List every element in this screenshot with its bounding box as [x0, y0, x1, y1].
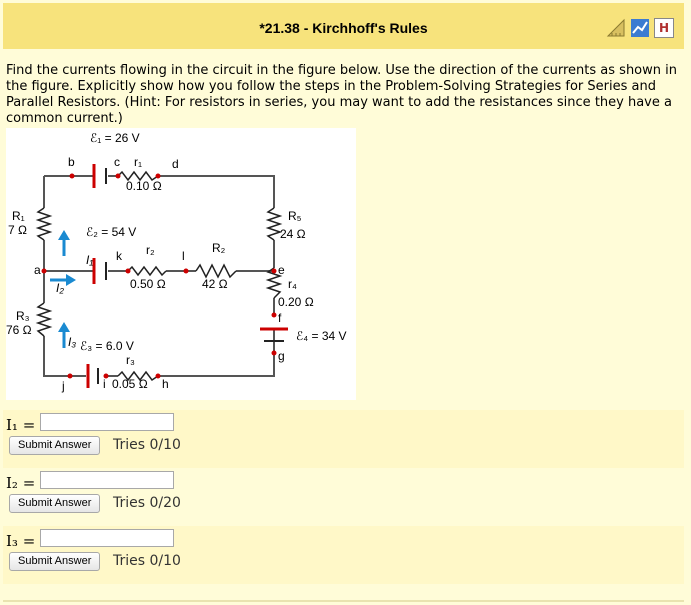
r4-value: 0.20 Ω [278, 295, 314, 309]
emf1-label: ℰ₁ = 26 V [90, 131, 140, 145]
emf2-label: ℰ₂ = 54 V [86, 225, 137, 239]
circuit-figure [6, 128, 356, 400]
r3-value: 0.05 Ω [112, 377, 148, 391]
node-g: g [278, 349, 285, 363]
i2-input[interactable] [40, 471, 174, 489]
I2-label: I₂ [56, 281, 64, 295]
node-b: b [68, 155, 75, 169]
emf3-label: ℰ₃ = 6.0 V [80, 339, 134, 353]
node-j: j [62, 379, 65, 393]
problem-statement: Find the currents flowing in the circuit in the figure below. Use the direction of the currents as shown in the figure. Explicitly show how you follow the steps in the Problem-Solving Strategies for Series and Parallel Resistors. (Hint: For resistors in series, you may want to add the resistances since they have a common current.) [6, 63, 677, 126]
R5-value: 24 Ω [280, 227, 306, 241]
i3-label: I₃ = [6, 532, 36, 550]
header-icons [606, 18, 674, 38]
R2-value: 42 Ω [202, 277, 228, 291]
answer-area [3, 410, 684, 584]
i1-input[interactable] [40, 413, 174, 431]
answer-block-i1 [3, 410, 684, 468]
R3-label: R₃ [16, 309, 30, 323]
r2-label: r₂ [146, 243, 155, 257]
I1-label: I₁ [86, 253, 94, 267]
i2-label: I₂ = [6, 474, 36, 492]
node-k: k [116, 249, 122, 263]
R1-value: 7 Ω [8, 223, 27, 237]
r4-label: r₄ [288, 277, 297, 291]
I3-label: I₃ [68, 335, 77, 349]
node-d: d [172, 157, 179, 171]
submit-i1-button[interactable]: Submit Answer [9, 436, 100, 455]
chart-icon[interactable] [630, 18, 650, 38]
i3-tries: Tries 0/10 [113, 553, 181, 569]
R1-label: R₁ [12, 209, 25, 223]
answer-block-i3 [3, 526, 684, 584]
i1-tries: Tries 0/10 [113, 437, 181, 453]
answer-block-i2 [3, 468, 684, 526]
node-h: h [162, 377, 169, 391]
r1-value: 0.10 Ω [126, 179, 162, 193]
R3-value: 76 Ω [6, 323, 32, 337]
r3-label: r₃ [126, 353, 135, 367]
problem-header [3, 3, 684, 49]
bottom-divider [3, 600, 684, 602]
node-a: a [34, 263, 41, 277]
i1-label: I₁ = [6, 416, 36, 434]
node-i: i [103, 377, 106, 391]
emf4-label: ℰ₄ = 34 V [296, 329, 347, 343]
i2-tries: Tries 0/20 [113, 495, 181, 511]
node-c: c [114, 155, 120, 169]
problem-title: *21.38 - Kirchhoff's Rules [259, 20, 428, 36]
node-f: f [278, 311, 282, 325]
R2-label: R₂ [212, 241, 226, 255]
r2-value: 0.50 Ω [130, 277, 166, 291]
ruler-triangle-icon[interactable] [606, 18, 626, 38]
r1-label: r₁ [134, 155, 143, 169]
h-book-icon[interactable]: H [654, 18, 674, 38]
node-l: l [182, 249, 185, 263]
R5-label: R₅ [288, 209, 302, 223]
submit-i2-button[interactable]: Submit Answer [9, 494, 100, 513]
circuit-diagram [6, 128, 356, 400]
i3-input[interactable] [40, 529, 174, 547]
submit-i3-button[interactable]: Submit Answer [9, 552, 100, 571]
node-e: e [278, 263, 285, 277]
